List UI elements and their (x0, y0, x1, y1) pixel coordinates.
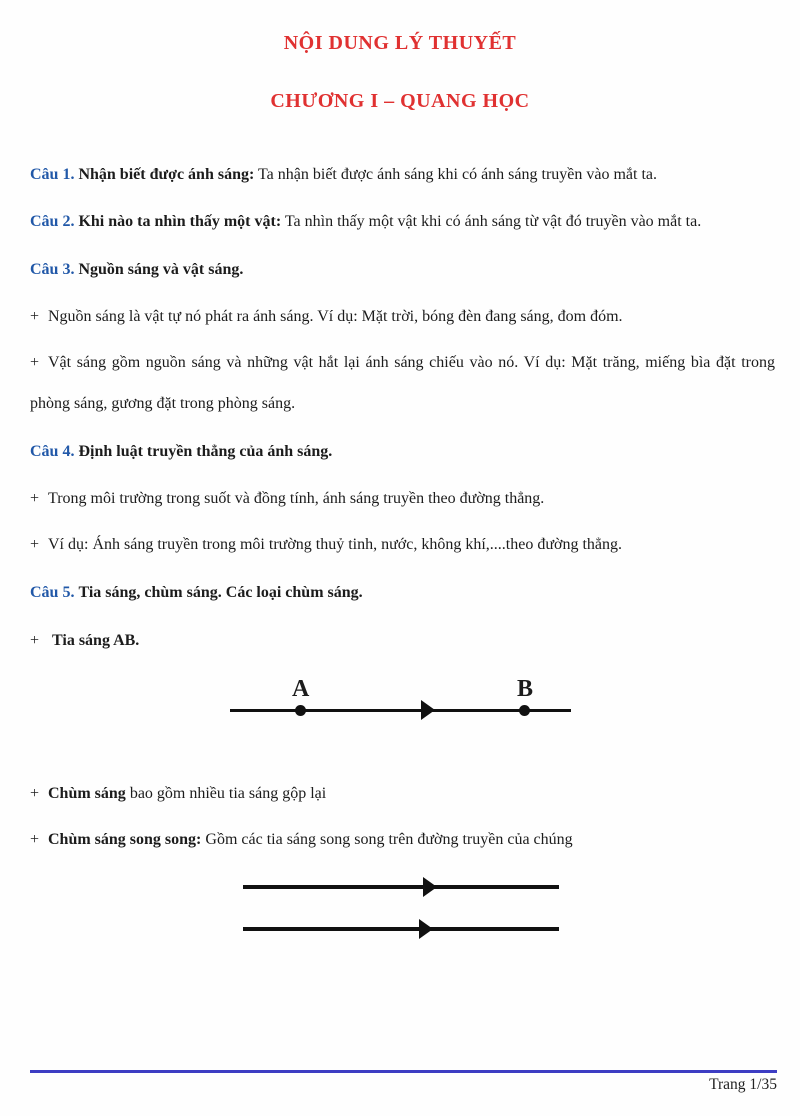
beam-text: bao gồm nhiều tia sáng gộp lại (129, 785, 327, 802)
footer-divider (30, 1070, 777, 1073)
chapter-title: CHƯƠNG I – QUANG HỌC (270, 90, 530, 112)
arrowhead-icon (419, 919, 433, 939)
arrowhead-icon (421, 700, 435, 720)
page-number: Trang 1/35 (709, 1076, 777, 1093)
arrowhead-icon (423, 877, 437, 897)
question-4-point-2 (30, 533, 775, 556)
parallel-ray-1 (243, 885, 559, 889)
question-3-label: Câu 3. (30, 261, 75, 278)
ray-ab-diagram (230, 670, 575, 725)
question-1-text: Ta nhận biết được ánh sáng khi có ánh sáng truyền vào mắt ta. (258, 166, 658, 183)
point-b-dot (519, 705, 530, 716)
parallel-ray-2 (243, 927, 559, 931)
plus-bullet: + (30, 831, 40, 848)
question-3-bold: Nguồn sáng và vật sáng. (78, 261, 244, 278)
plus-bullet: + (30, 354, 40, 371)
document-title: NỘI DUNG LÝ THUYẾT (283, 32, 517, 54)
question-2-text: Ta nhìn thấy một vật khi có ánh sáng từ vật đó truyền vào mắt ta. (284, 213, 702, 230)
question-4-point-1-text: Trong môi trường trong suốt và đồng tính, ánh sáng truyền theo đường thẳng. (48, 490, 545, 507)
question-3-point-2 (30, 342, 775, 424)
ray-ab-title: Tia sáng AB. (52, 632, 140, 649)
plus-bullet: + (30, 490, 40, 507)
question-5-point-beam (30, 782, 775, 805)
question-5-bold: Tia sáng, chùm sáng. Các loại chùm sáng. (78, 584, 363, 601)
question-5 (30, 581, 775, 604)
plus-bullet: + (30, 308, 40, 325)
question-2-bold: Khi nào ta nhìn thấy một vật: (78, 213, 282, 230)
point-b-label: B (517, 676, 534, 702)
question-5-point-parallel (30, 828, 775, 851)
question-2 (30, 210, 775, 233)
question-1 (30, 163, 775, 186)
question-3 (30, 258, 775, 281)
point-a-label: A (292, 676, 310, 702)
plus-bullet: + (30, 632, 40, 649)
question-5-label: Câu 5. (30, 584, 75, 601)
question-3-point-2-text: Vật sáng gồm nguồn sáng và những vật hắt lại ánh sáng chiếu vào nó. Ví dụ: Mặt trăng, miếng bìa đặt trong phòng sáng, gương đặt trong phòng sáng. (30, 354, 775, 412)
parallel-bold: Chùm sáng song song: (48, 831, 202, 848)
beam-bold: Chùm sáng (48, 785, 126, 802)
question-3-point-1-text: Nguồn sáng là vật tự nó phát ra ánh sáng. Ví dụ: Mặt trời, bóng đèn đang sáng, đom đóm. (48, 308, 623, 325)
question-2-label: Câu 2. (30, 213, 75, 230)
question-5-point-ray (30, 629, 775, 652)
question-4-label: Câu 4. (30, 443, 75, 460)
question-1-label: Câu 1. (30, 166, 75, 183)
question-4-point-1 (30, 487, 775, 510)
point-a-dot (295, 705, 306, 716)
question-4 (30, 440, 775, 463)
parallel-text: Gồm các tia sáng song song trên đường truyền của chúng (205, 831, 573, 848)
plus-bullet: + (30, 536, 40, 553)
parallel-rays-diagram (243, 884, 559, 934)
question-3-point-1 (30, 305, 775, 328)
question-4-point-2-text: Ví dụ: Ánh sáng truyền trong môi trường thuỷ tinh, nước, không khí,....theo đường thẳng. (48, 536, 623, 553)
question-1-bold: Nhận biết được ánh sáng: (78, 166, 255, 183)
plus-bullet: + (30, 785, 40, 802)
question-4-bold: Định luật truyền thẳng của ánh sáng. (78, 443, 333, 460)
